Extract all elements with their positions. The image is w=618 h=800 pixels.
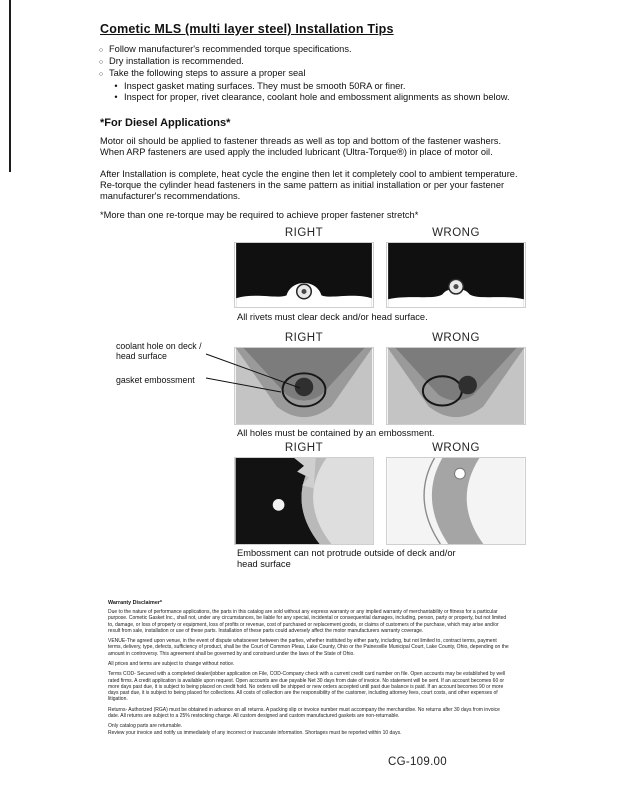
coolant-hole-label: coolant hole on deck / head surface <box>116 341 202 361</box>
diesel-heading: *For Diesel Applications* <box>100 117 231 129</box>
rivet-clearance-right-illustration <box>234 242 374 308</box>
diesel-paragraph-2: After Installation is complete, heat cycle the engine then let it completely cool to ambient temperature. Re-torque the cylinder head fasteners in the same pattern as initial installation or per your fastener manufacturer's recommendations. <box>100 169 518 201</box>
tip-item <box>97 69 547 79</box>
tip-text: Follow manufacturer's recommended torque specifications. <box>109 44 352 54</box>
wrong-label-row2: WRONG <box>432 332 480 344</box>
row2-caption: All holes must be contained by an embossment. <box>237 428 435 438</box>
embossment-hole-right-illustration <box>234 347 374 425</box>
filled-bullet-icon <box>112 82 120 91</box>
right-label-row1: RIGHT <box>284 227 324 239</box>
catalog-page-code: CG-109.00 <box>388 756 447 768</box>
embossment-protrusion-right-illustration <box>234 457 374 545</box>
open-bullet-icon <box>97 57 105 67</box>
diesel-paragraph-1: Motor oil should be applied to fastener threads as well as top and bottom of the fastener washers. When ARP fasteners are used apply the included lubricant (Ultra-Torque®) in place of motor oil. <box>100 136 502 157</box>
page-title: Cometic MLS (multi layer steel) Installation Tips <box>100 22 394 36</box>
legal-block <box>108 600 510 740</box>
tip-text: Inspect gasket mating surfaces. They must be smooth 50RA or finer. <box>124 80 406 91</box>
warranty-disclaimer-heading: Warranty Disclaimer* <box>108 600 163 606</box>
wrong-label-row3: WRONG <box>432 442 480 454</box>
legal-paragraph: Terms COD- Secured with a completed dealer/jobber application on File, COD-Company check with a current credit card number on file. Open accounts may be established by well rated firms. A credit application is available upon request. Open accounts are due payable Net 30 days from date of invoice. No statement will be sent. If an account becomes 60 or more days past due, it is subject to being placed on credit hold. No orders will be shipped or new orders accepted until past due balance is paid. If an account becomes 90 or more days past due, it is subject to being placed for collections. All costs of collection are the responsibility of the customer, including attorney fees, court costs, and other expenses of litigation. <box>108 671 506 703</box>
right-label-row3: RIGHT <box>284 442 324 454</box>
tip-item <box>97 57 547 67</box>
row1-caption: All rivets must clear deck and/or head surface. <box>237 312 428 322</box>
legal-paragraph: All prices and terms are subject to change without notice. <box>108 661 235 667</box>
wrong-label-row1: WRONG <box>432 227 480 239</box>
row3-caption: Embossment can not protrude outside of deck and/or head surface <box>237 548 456 569</box>
legal-paragraph: VENUE-The agreed upon venue, in the event of dispute whatsoever between the parties, whether instituted by either party, including, but not limited to, contract terms, payment terms, delivery, type, defects, sufficiency of product, shall be the Court of Common Pleas, Lake County, Ohio or the Painesville Municipal Court, Lake County, Ohio, depending on the amount in controversy. This agreement shall be governed by and construed under the laws of the State of Ohio. <box>108 638 509 657</box>
legal-paragraph: Due to the nature of performance applications, the parts in this catalog are sold without any express warranty or any implied warranty of merchantability or fitness for a particular purpose. Cometic Gasket Inc., shall not, under any circumstances, be liable for any special, incidental or consequential damages, including, person, party or property, but not limited to, damage, or loss of property or equipment, loss of profits or revenue, cost of purchased or replacement goods, or claims of customers of the purchase, which may arise and/or result from sale, installation or use of these parts. Installation of these parts could adversely affect the motor manufacturers warranty coverage. <box>108 609 507 634</box>
tip-sub-item <box>112 82 547 91</box>
gasket-embossment-label: gasket embossment <box>116 375 195 385</box>
tip-text: Inspect for proper, rivet clearance, coolant hole and embossment alignments as shown below. <box>124 91 510 102</box>
legal-paragraph: Only catalog parts are returnable. <box>108 723 183 730</box>
open-bullet-icon <box>97 45 105 55</box>
legal-paragraph: Returns- Authorized (RGA) must be obtained in advance on all returns. A packing slip or invoice number must accompany the merchandise. No returns after 30 days from invoice date. All returns are subject to a 25% restocking charge. All custom designed and custom manufactured gaskets are non-returnable. <box>108 706 500 719</box>
legal-paragraph: Review your invoice and notify us immediately of any incorrect or inaccurate information. Shortages must be reported within 10 days. <box>108 729 402 736</box>
embossment-protrusion-wrong-illustration <box>386 457 526 545</box>
tip-sub-item <box>112 93 547 102</box>
rivet-clearance-wrong-illustration <box>386 242 526 308</box>
tips-list <box>97 45 547 104</box>
tip-text: Take the following steps to assure a proper seal <box>109 68 306 79</box>
right-label-row2: RIGHT <box>284 332 324 344</box>
retorque-note: *More than one re-torque may be required to achieve proper fastener stretch* <box>100 210 419 220</box>
filled-bullet-icon <box>112 93 120 102</box>
tip-text: Dry installation is recommended. <box>109 56 244 67</box>
open-bullet-icon <box>97 69 105 79</box>
embossment-hole-wrong-illustration <box>386 347 526 425</box>
tip-item <box>97 45 547 55</box>
scan-edge-artifact <box>9 0 11 172</box>
